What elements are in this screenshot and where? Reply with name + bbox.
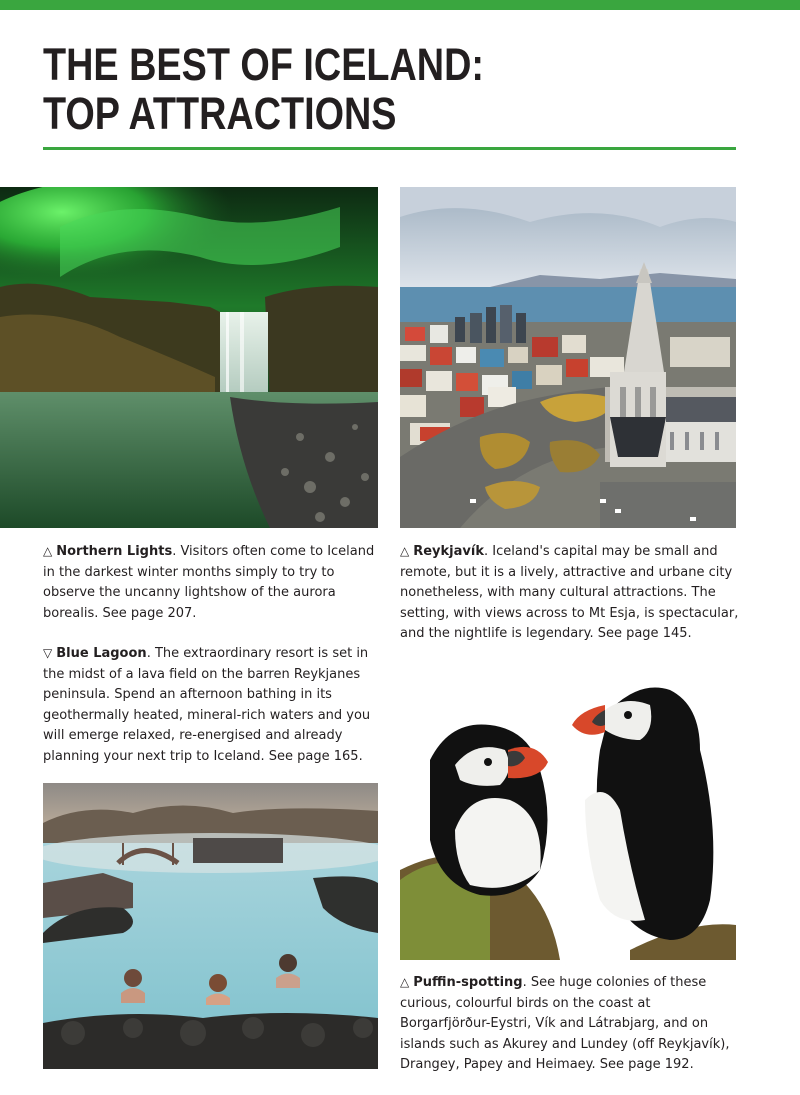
puffins-caption xyxy=(400,972,740,1076)
title-line-1: THE BEST OF ICELAND: xyxy=(43,39,484,90)
reykjavik-photo xyxy=(400,187,736,528)
northern-lights-caption xyxy=(43,541,378,624)
top-accent-bar xyxy=(0,0,800,10)
caption-body: . Visitors often come to Iceland in the darkest winter months simply to try to observe the uncanny lightshow of the aurora borealis. See page 207. xyxy=(43,544,375,621)
caption-heading: Blue Lagoon xyxy=(56,646,147,661)
caption-heading: Reykjavík xyxy=(413,544,484,559)
northern-lights-photo xyxy=(0,187,378,528)
caption-body: . The extraordinary resort is set in the midst of a lava field on the barren Reykjanes peninsula. Spend an afternoon bathing in its geothermally heated, mineral-rich waters and you will emerge relaxed, re-energised and already planning your next trip to Iceland. See page 165. xyxy=(43,646,371,764)
caption-body: . See huge colonies of these curious, colourful birds on the coast at Borgarfjörður-Eystri, Vík and Látrabjarg, and on islands such as Akurey and Lundey (off Reykjavík), Drangey, Papey and Heimaey. See page 192. xyxy=(400,975,730,1073)
title-line-2: TOP ATTRACTIONS xyxy=(43,88,397,139)
reykjavik-caption xyxy=(400,541,740,645)
triangle-up-icon: △ xyxy=(400,544,410,558)
blue-lagoon-photo xyxy=(43,783,378,1069)
caption-heading: Northern Lights xyxy=(56,544,173,559)
triangle-up-icon: △ xyxy=(400,975,410,989)
page-title xyxy=(43,40,631,138)
blue-lagoon-caption xyxy=(43,643,378,768)
puffins-photo xyxy=(400,670,736,960)
triangle-up-icon: △ xyxy=(43,544,53,558)
triangle-down-icon: ▽ xyxy=(43,646,53,660)
caption-heading: Puffin-spotting xyxy=(413,975,523,990)
caption-body: . Iceland's capital may be small and remote, but it is a lively, attractive and urbane city nonetheless, with many cultural attractions. The setting, with views across to Mt Esja, is spectacular, and the nightlife is legendary. See page 145. xyxy=(400,544,739,642)
title-underline xyxy=(43,147,736,150)
